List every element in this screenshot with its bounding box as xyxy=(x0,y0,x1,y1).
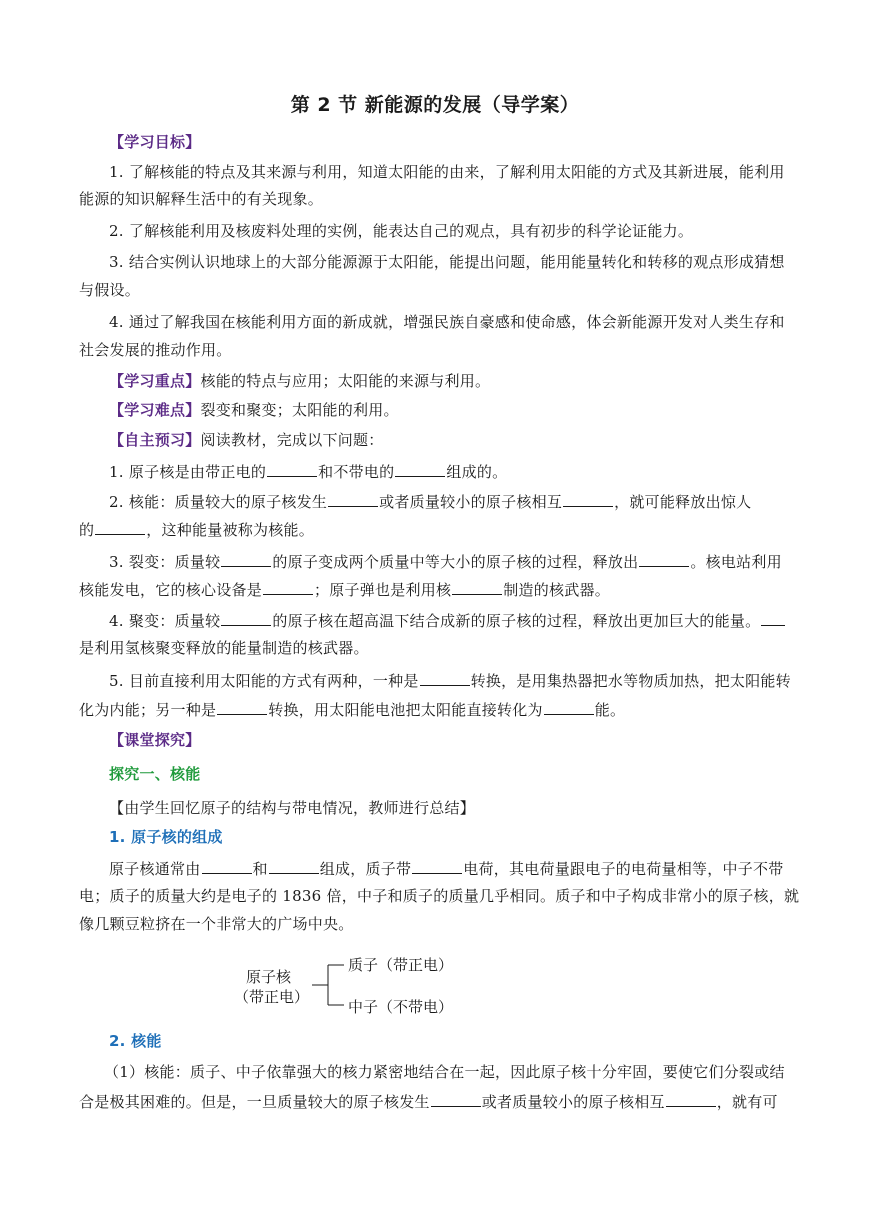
goals-heading: 【学习目标】 xyxy=(109,133,201,151)
preview-intro: 阅读教材，完成以下问题： xyxy=(200,431,384,449)
difficulties-text: 裂变和聚变；太阳能的利用。 xyxy=(200,401,399,419)
paragraph-2-line-2: 合是极其困难的。但是，一旦质量较大的原子核发生 或者质量较小的原子核相互 ，就有可 xyxy=(79,1093,778,1111)
key-points-text: 核能的特点与应用；太阳能的来源与利用。 xyxy=(200,372,491,390)
section-heading: 探究一、核能 xyxy=(109,765,201,783)
page-title: 第 2 节 新能源的发展（导学案） xyxy=(290,94,580,116)
preview-q4-line-1: 4. 聚变：质量较 的原子核在超高温下结合成新的原子核的过程，释放出更加巨大的能量。 xyxy=(109,610,786,631)
answer-blank[interactable] xyxy=(563,491,613,507)
teacher-note: 【由学生回忆原子的结构与带电情况，教师进行总结】 xyxy=(109,799,476,817)
preview xyxy=(109,430,384,450)
answer-blank[interactable] xyxy=(269,858,319,874)
key-points xyxy=(109,371,490,391)
preview-q4-line-2: 是利用氢核聚变释放的能量制造的核武器。 xyxy=(79,639,369,657)
goal-2: 2. 了解核能利用及核废料处理的实例，能表达自己的观点，具有初步的科学论证能力。 xyxy=(109,222,694,240)
answer-blank[interactable] xyxy=(263,579,313,595)
goal-4-line-1: 4. 通过了解我国在核能利用方面的新成就，增强民族自豪感和使命感，体会新能源开发对人类生存和 xyxy=(109,313,785,331)
key-points-heading: 【学习重点】 xyxy=(109,372,201,390)
preview-q5-line-1: 5. 目前直接利用太阳能的方式有两种，一种是 转换，是用集热器把水等物质加热，把太阳能转 xyxy=(109,672,791,690)
answer-blank[interactable] xyxy=(267,461,317,477)
goal-3-line-2: 与假设。 xyxy=(79,281,141,299)
preview-q5-line-2: 化为内能；另一种是 转换，用太阳能电池把太阳能直接转化为 能。 xyxy=(79,701,626,719)
difficulties xyxy=(109,400,399,420)
answer-blank[interactable] xyxy=(666,1091,716,1107)
answer-blank[interactable] xyxy=(420,670,470,686)
answer-blank[interactable] xyxy=(452,579,502,595)
preview-heading: 【自主预习】 xyxy=(109,431,201,449)
subsection-heading: 1. 原子核的组成 xyxy=(109,828,223,846)
answer-blank[interactable] xyxy=(544,699,594,715)
paragraph-1-line-1: 原子核通常由 和 组成，质子带 电荷，其电荷量跟电子的电荷量相等，中子不带 xyxy=(109,860,784,878)
answer-blank[interactable] xyxy=(761,610,785,626)
answer-blank[interactable] xyxy=(328,491,378,507)
explore-heading: 【课堂探究】 xyxy=(109,731,201,749)
preview-q3-line-1: 3. 裂变：质量较 的原子变成两个质量中等大小的原子核的过程，释放出 。核电站利用 xyxy=(109,553,782,571)
answer-blank[interactable] xyxy=(221,551,271,567)
answer-blank[interactable] xyxy=(221,610,271,626)
paragraph-1-line-3: 像几颗豆粒挤在一个非常大的广场中央。 xyxy=(79,915,354,933)
preview-q2-line-1: 2. 核能：质量较大的原子核发生 或者质量较小的原子核相互 ，就可能释放出惊人 xyxy=(109,493,752,511)
answer-blank[interactable] xyxy=(412,858,462,874)
preview-q3-line-2: 核能发电，它的核心设备是 ；原子弹也是利用核 制造的核武器。 xyxy=(79,581,611,599)
goal-1-line-2: 能源的知识解释生活中的有关现象。 xyxy=(79,190,324,208)
goal-1-line-1: 1. 了解核能的特点及其来源与利用，知道太阳能的由来，了解利用太阳能的方式及其新进展，能利用 xyxy=(109,163,785,181)
difficulties-heading: 【学习难点】 xyxy=(109,401,201,419)
goal-3-line-1: 3. 结合实例认识地球上的大部分能源源于太阳能，能提出问题，能用能量转化和转移的观点形成猜想 xyxy=(109,253,785,271)
diagram-root-label: 原子核 xyxy=(246,968,292,986)
diagram-branch-proton: 质子（带正电） xyxy=(348,956,454,974)
diagram-root-charge: （带正电） xyxy=(234,988,310,1006)
preview-q2-line-2: 的 ，这种能量被称为核能。 xyxy=(79,521,315,539)
answer-blank[interactable] xyxy=(639,551,689,567)
answer-blank[interactable] xyxy=(95,519,145,535)
answer-blank[interactable] xyxy=(202,858,252,874)
diagram-branch-neutron: 中子（不带电） xyxy=(348,998,454,1016)
preview-q1: 1. 原子核是由带正电的 和不带电的 组成的。 xyxy=(109,463,508,481)
answer-blank[interactable] xyxy=(217,699,267,715)
paragraph-2-line-1: （1）核能：质子、中子依靠强大的核力紧密地结合在一起，因此原子核十分牢固，要使它们分裂或结 xyxy=(104,1063,785,1081)
goal-4-line-2: 社会发展的推动作用。 xyxy=(79,341,232,359)
answer-blank[interactable] xyxy=(395,461,445,477)
paragraph-1-line-2: 电；质子的质量大约是电子的 1836 倍，中子和质子的质量几乎相同。质子和中子构成非常小的原子核，就 xyxy=(79,887,800,905)
subsection-heading: 2. 核能 xyxy=(109,1032,162,1050)
answer-blank[interactable] xyxy=(431,1091,481,1107)
nucleus-structure-diagram xyxy=(230,955,490,1025)
